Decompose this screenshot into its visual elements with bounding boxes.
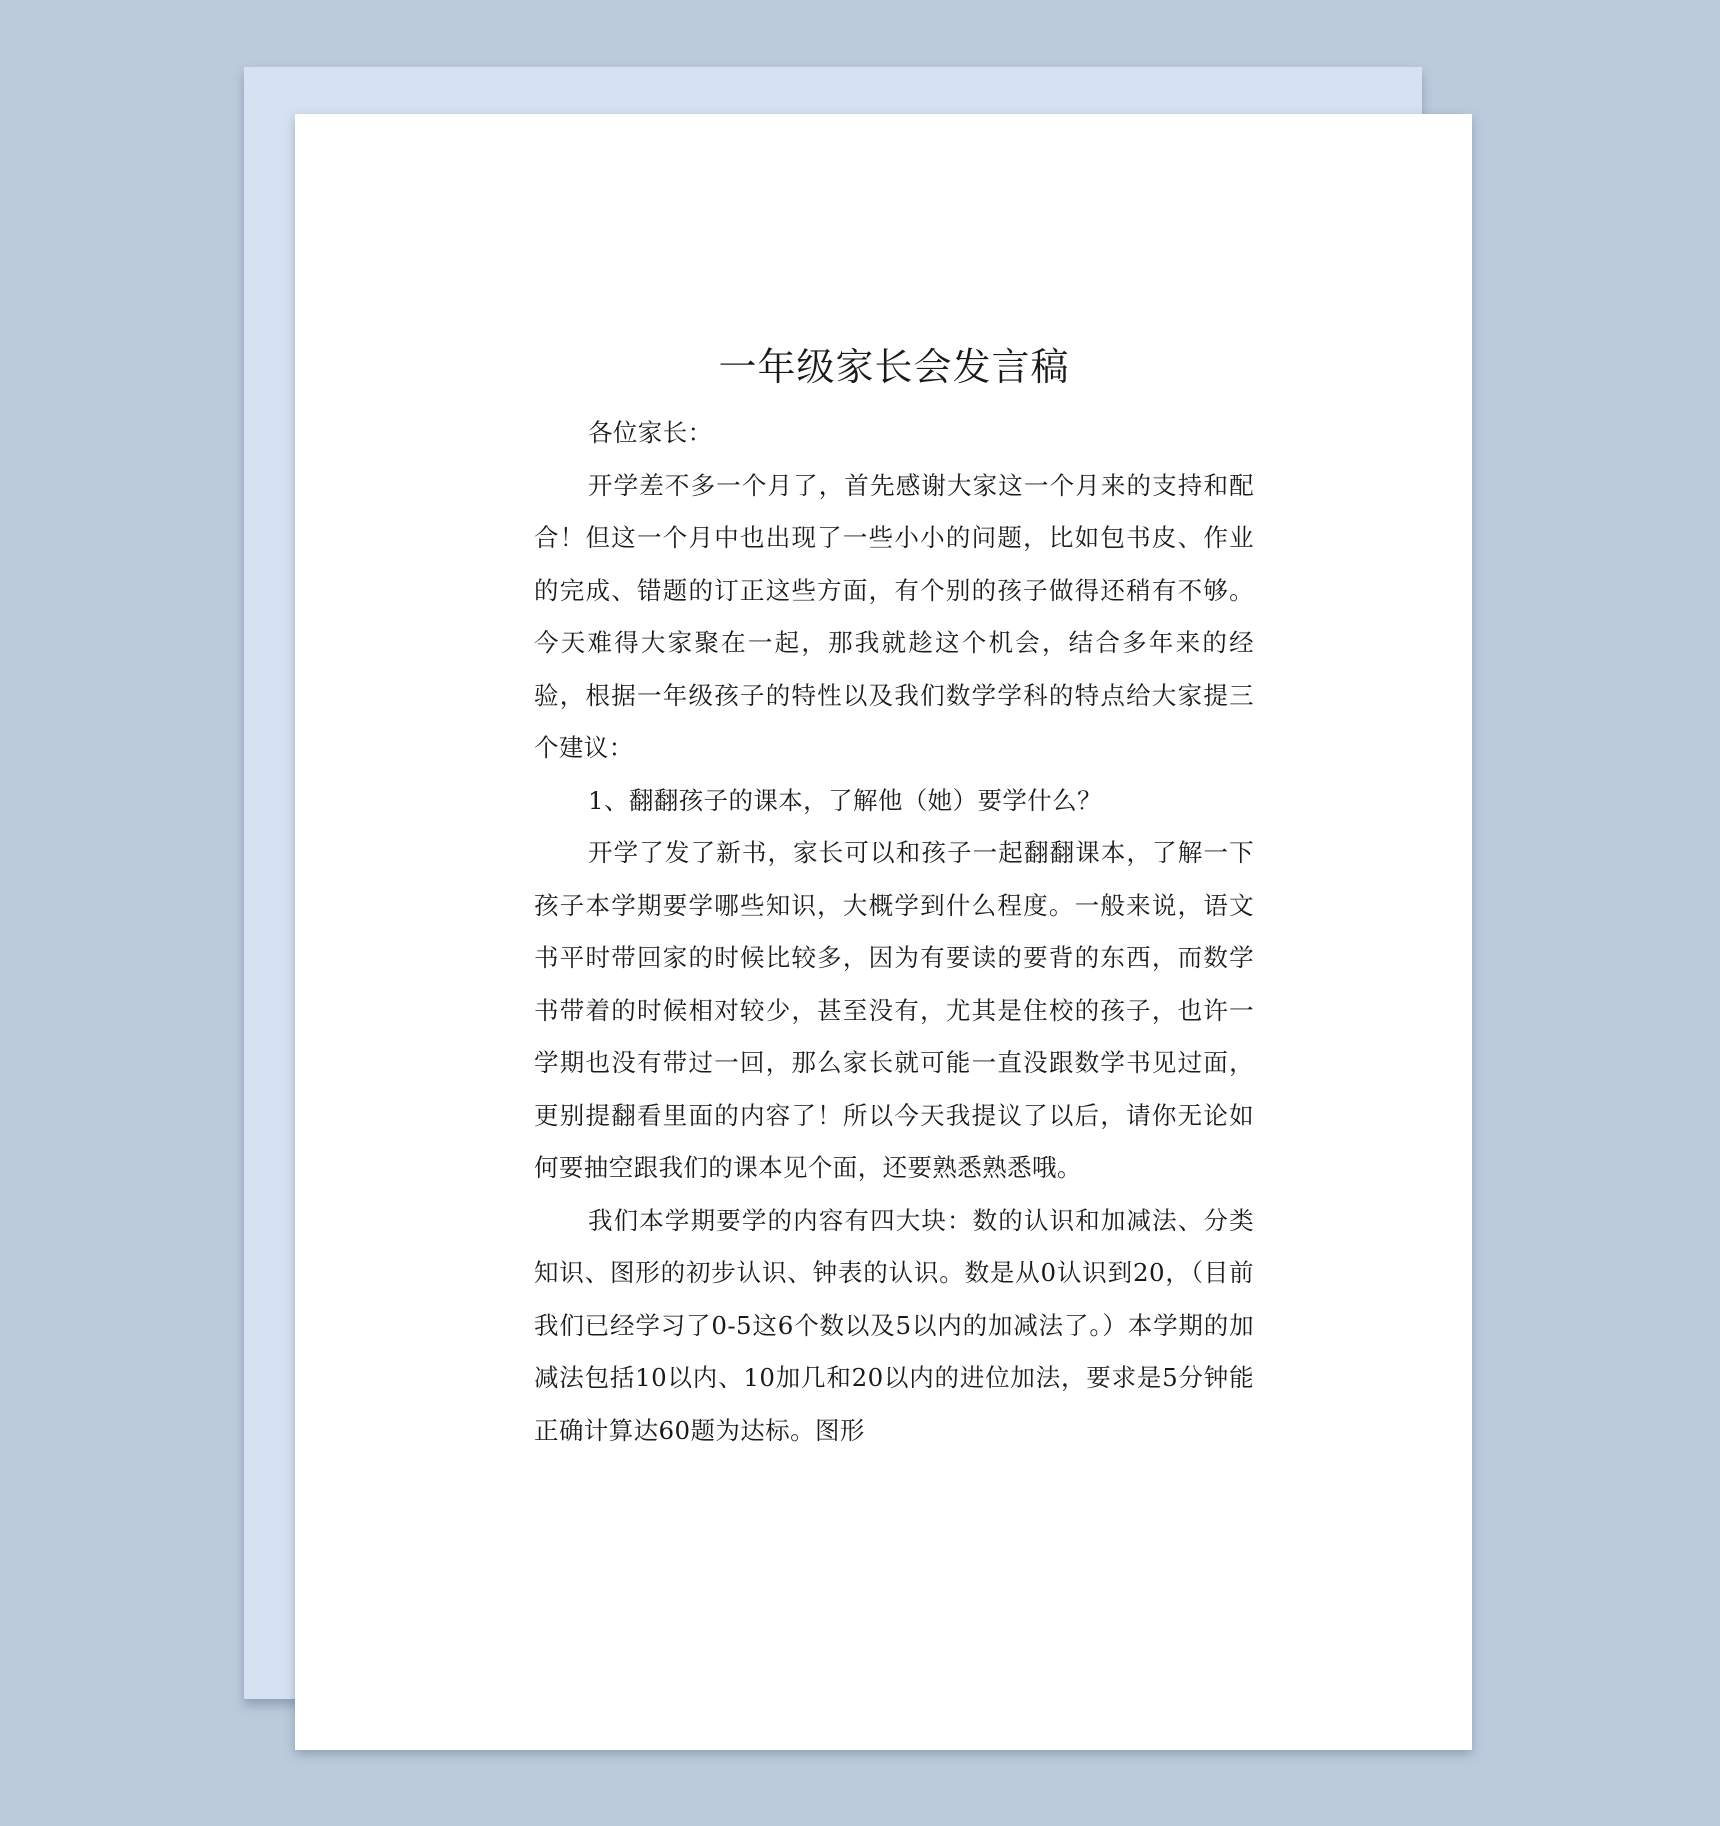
paragraph-intro: 开学差不多一个月了，首先感谢大家这一个月来的支持和配合！但这一个月中也出现了一些小小的问题，比如包书皮、作业的完成、错题的订正这些方面，有个别的孩子做得还稍有不够。今天难得大家聚在一起，那我就趁这个机会，结合多年来的经验，根据一年级孩子的特性以及我们数学学科的特点给大家提三个建议： bbox=[534, 470, 1254, 762]
paragraph-greeting: 各位家长： bbox=[588, 418, 713, 447]
paragraph-textbook: 开学了发了新书，家长可以和孩子一起翻翻课本，了解一下孩子本学期要学哪些知识，大概学到什么程度。一般来说，语文书平时带回家的时候比较多，因为有要读的要背的东西，而数学书带着的时候相对较少，甚至没有，尤其是住校的孩子，也许一学期也没有带过一回，那么家长就可能一直没跟数学书见过面，更别提翻看里面的内容了！所以今天我提议了以后，请你无论如何要抽空跟我们的课本见个面，还要熟悉熟悉哦。 bbox=[534, 838, 1254, 1182]
document-title: 一年级家长会发言稿 bbox=[718, 345, 1070, 389]
document-body bbox=[534, 341, 1254, 1457]
paragraph-content: 我们本学期要学的内容有四大块：数的认识和加减法、分类知识、图形的初步认识、钟表的认识。数是从0认识到20，（目前我们已经学习了0-5这6个数以及5以内的加减法了。）本学期的加减法包括10以内、10加几和20以内的进位加法，要求是5分钟能正确计算达60题为达标。图形 bbox=[534, 1205, 1254, 1445]
document-page bbox=[295, 114, 1472, 1750]
paragraph-heading-1: 1、翻翻孩子的课本，了解他（她）要学什么？ bbox=[588, 785, 1102, 815]
